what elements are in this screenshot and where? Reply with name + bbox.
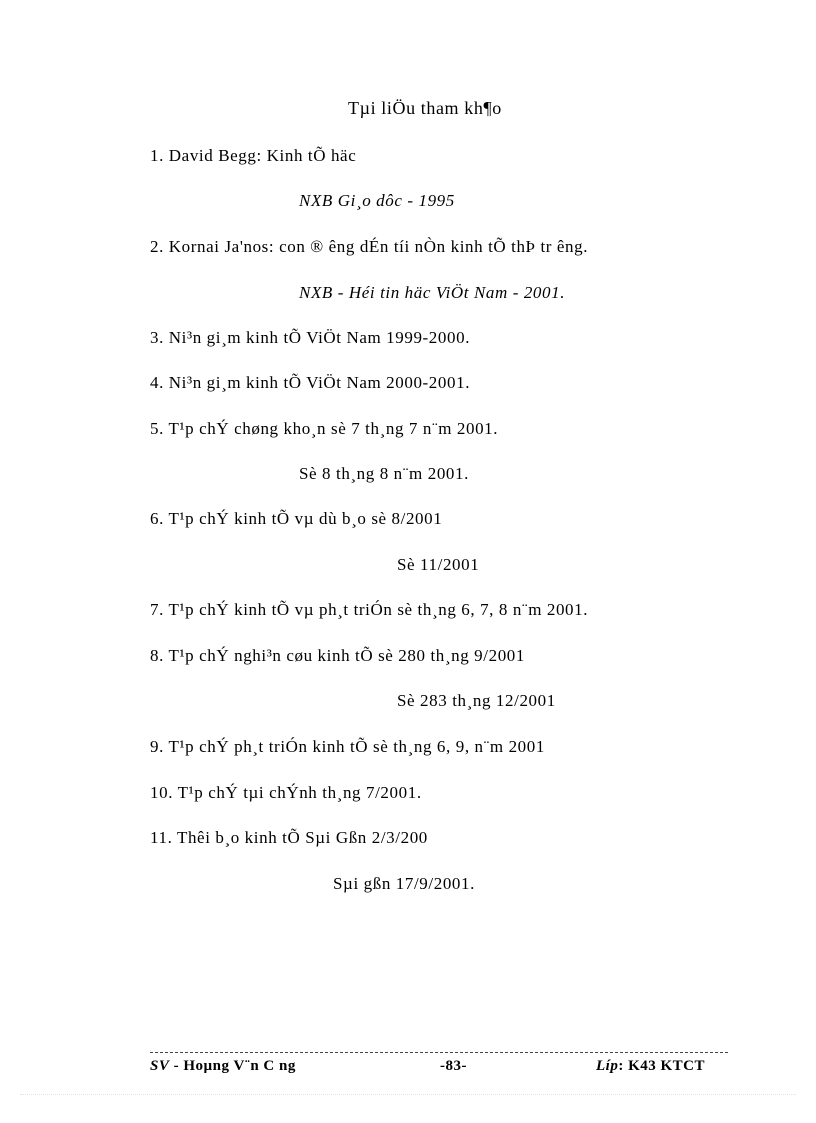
reference-2: 2. Kornai Ja'nos: con ® êng dÉn tíi nÒn kinh tÕ thÞ tr êng. — [150, 237, 589, 256]
reference-7: 7. T¹p chÝ kinh tÕ vµ ph¸t triÓn sè th¸ng 6, 7, 8 n¨m 2001. — [150, 600, 589, 619]
reference-6: 6. T¹p chÝ kinh tÕ vµ dù b¸o sè 8/2001 — [150, 509, 443, 528]
footer-sv-label: SV — [150, 1058, 170, 1074]
page-title: Tµi liÖu tham kh¶o — [348, 98, 502, 118]
reference-8-issue-2: Sè 283 th¸ng 12/2001 — [397, 691, 556, 710]
footer-rule — [150, 1052, 728, 1053]
reference-11-issue-2: Sµi gßn 17/9/2001. — [333, 874, 475, 893]
footer-class-label: Líp — [596, 1058, 619, 1074]
reference-11: 11. Thêi b¸o kinh tÕ Sµi Gßn 2/3/200 — [150, 828, 428, 847]
reference-4: 4. Ni³n gi¸m kinh tÕ ViÖt Nam 2000-2001. — [150, 373, 471, 392]
reference-5-issue-2: Sè 8 th¸ng 8 n¨m 2001. — [299, 464, 469, 483]
footer-class-value: : K43 KTCT — [618, 1058, 706, 1074]
footer-student — [150, 1058, 296, 1075]
footer-student-name: - Hoµng V¨n C ng — [169, 1058, 296, 1074]
reference-5: 5. T¹p chÝ chøng kho¸n sè 7 th¸ng 7 n¨m 2001. — [150, 419, 499, 438]
reference-6-issue-2: Sè 11/2001 — [397, 555, 480, 574]
reference-1: 1. David Begg: Kinh tÕ häc — [150, 146, 357, 165]
reference-2-publisher: NXB - Héi tin häc ViÖt Nam - 2001. — [299, 283, 566, 302]
reference-10: 10. T¹p chÝ tµi chÝnh th¸ng 7/2001. — [150, 783, 422, 802]
footer-page-number: -83- — [440, 1058, 467, 1074]
reference-8: 8. T¹p chÝ nghi³n cøu kinh tÕ sè 280 th¸ng 9/2001 — [150, 646, 526, 665]
reference-9: 9. T¹p chÝ ph¸t triÓn kinh tÕ sè th¸ng 6, 9, n¨m 2001 — [150, 737, 545, 756]
reference-3: 3. Ni³n gi¸m kinh tÕ ViÖt Nam 1999-2000. — [150, 328, 471, 347]
page-bottom-border — [20, 1094, 796, 1095]
footer-class — [596, 1058, 705, 1075]
reference-1-publisher: NXB Gi¸o dôc - 1995 — [299, 191, 455, 210]
